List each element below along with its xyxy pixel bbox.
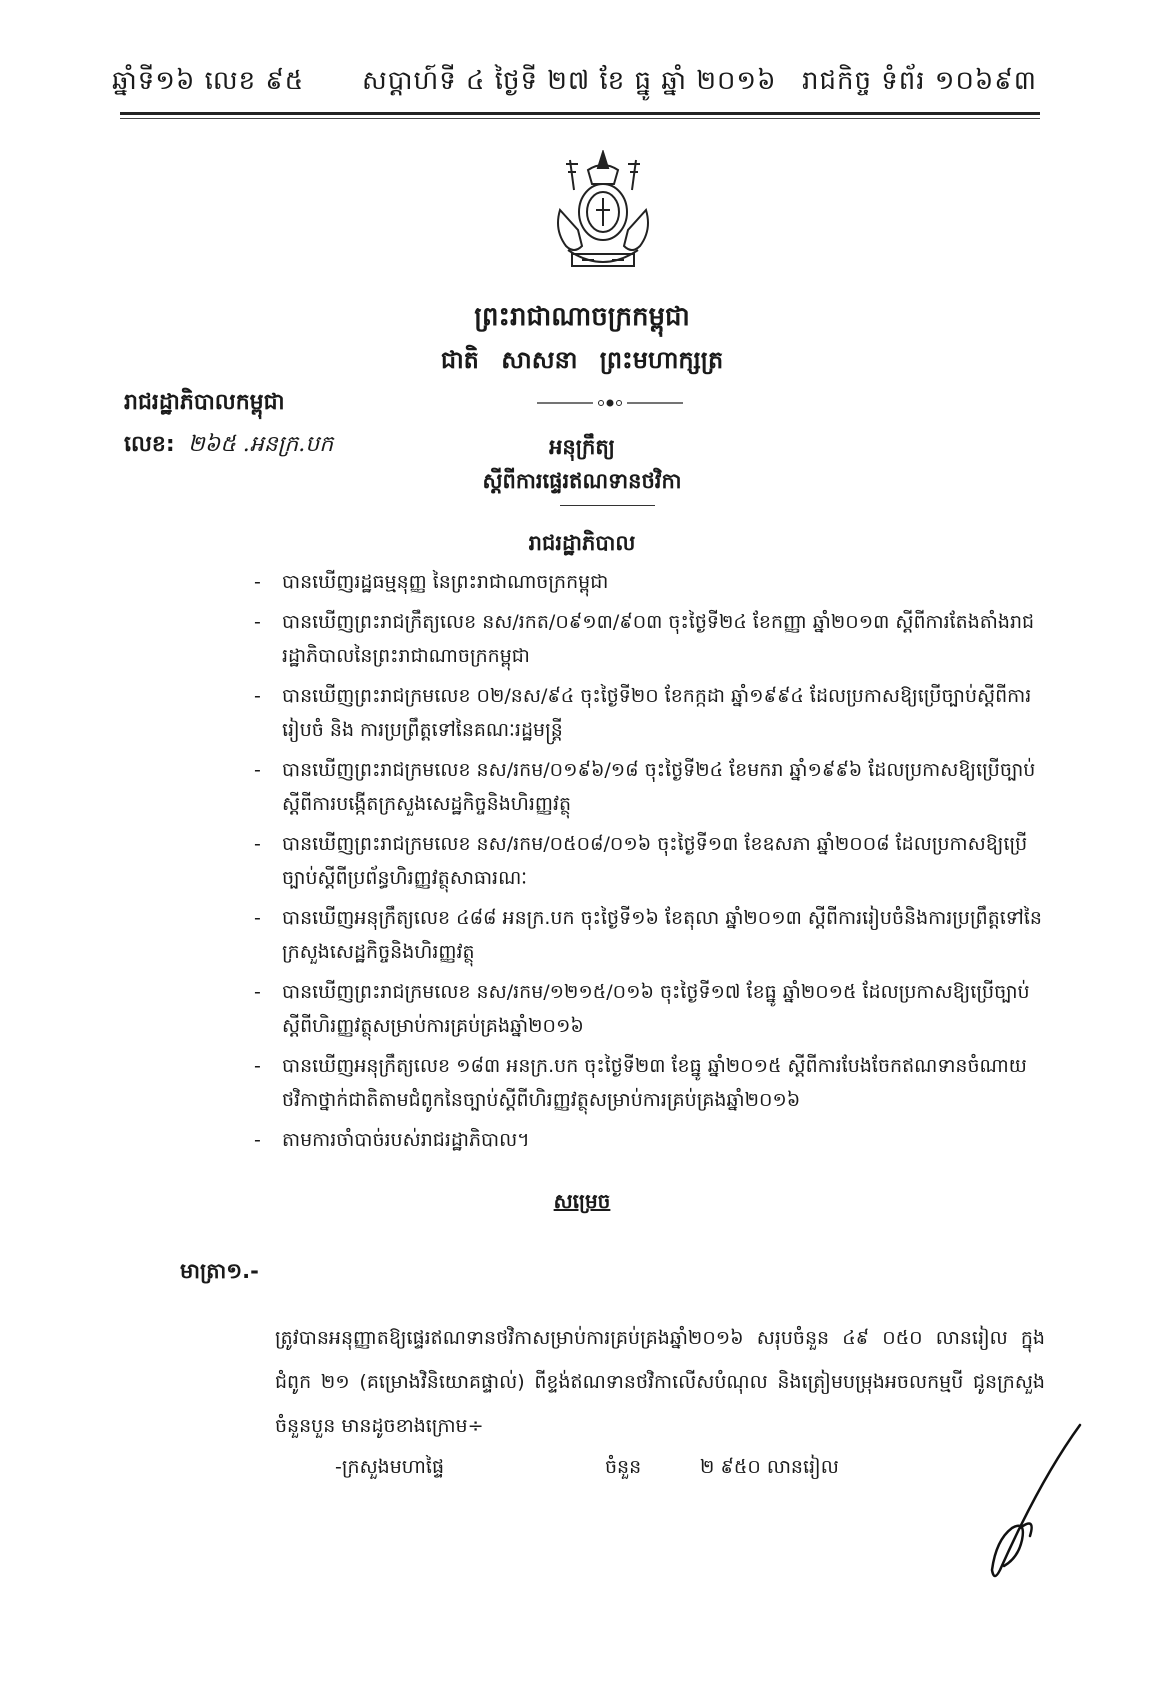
signature-initial — [960, 1420, 1090, 1590]
gazette-page: រាជកិច្ច ទំព័រ ១០៦៩៣ — [802, 66, 1037, 96]
kingdom-title: ព្រះរាជាណាចក្រកម្ពុជា — [474, 302, 690, 332]
government-heading: រាជរដ្ឋាភិបាល — [528, 531, 636, 555]
decision-heading: សម្រេច — [553, 1189, 611, 1213]
allocation-amount: ២ ៩៥០ លានរៀល — [700, 1456, 839, 1478]
royal-emblem-icon — [548, 150, 658, 280]
subject-rule — [560, 505, 655, 506]
document-number-value: ២៦៥ .អនក្រ.បក — [188, 432, 334, 457]
document-type: អនុក្រឹត្យ — [549, 435, 615, 459]
visa-item: - បានឃើញរដ្ឋធម្មនុញ្ញ នៃព្រះរាជាណាចក្រកម្ពុជា — [262, 565, 1052, 599]
visa-item: - បានឃើញព្រះរាជក្រឹត្យលេខ នស/រកត/០៩១៣/៩០៣ ចុះថ្ងៃទី២៤ ខែកញ្ញា ឆ្នាំ២០១៣ ស្តីពីការតែងតាំងរាជរដ្ឋាភិបាលនៃព្រះរាជាណាចក្រកម្ពុជា — [262, 605, 1052, 673]
visa-item: - បានឃើញអនុក្រឹត្យលេខ ៤៨៨ អនក្រ.បក ចុះថ្ងៃទី១៦ ខែតុលា ឆ្នាំ២០១៣ ស្តីពីការរៀបចំនិងការប្រព្រឹត្តទៅនៃក្រសួងសេដ្ឋកិច្ចនិងហិរញ្ញវត្ថុ — [262, 901, 1052, 969]
allocation-ministry: -ក្រសួងមហាផ្ទៃ — [335, 1456, 444, 1478]
header-rule — [120, 112, 1040, 115]
gazette-date: សប្តាហ៍ទី ៤ ថ្ងៃទី ២៧ ខែ ធ្នូ ឆ្នាំ ២០១៦ — [362, 66, 777, 96]
visa-list — [262, 565, 1052, 1163]
visa-item: - បានឃើញព្រះរាជក្រមលេខ ០២/នស/៩៤ ចុះថ្ងៃទី២០ ខែកក្កដា ឆ្នាំ១៩៩៤ ដែលប្រកាសឱ្យប្រើច្បាប់ស្តីពីការរៀបចំ និង ការប្រព្រឹត្តទៅនៃគណៈរដ្ឋមន្ត្រី — [262, 679, 1052, 747]
ornament-divider-icon — [535, 395, 685, 411]
visa-item: - បានឃើញអនុក្រឹត្យលេខ ១៨៣ អនក្រ.បក ចុះថ្ងៃទី២៣ ខែធ្នូ ឆ្នាំ២០១៥ ស្តីពីការបែងចែកឥណទានចំណាយថវិកាថ្នាក់ជាតិតាមជំពូកនៃច្បាប់ស្តីពីហិរញ្ញវត្ថុសម្រាប់ការគ្រប់គ្រងឆ្នាំ២០១៦ — [262, 1049, 1052, 1117]
document-number-label: លេខ: — [124, 432, 175, 457]
article-body: ត្រូវបានអនុញ្ញាតឱ្យផ្ទេរឥណទានថវិកាសម្រាប់ការគ្រប់គ្រងឆ្នាំ២០១៦ សរុបចំនួន ៤៩ ០៥០ លានរៀល ក្នុងជំពូក ២១ (គម្រោងវិនិយោគផ្ទាល់) ពីខ្ទង់ឥណទានថវិកាលើសបំណុល និងត្រៀមបម្រុងអចលកម្មបី ជូនក្រសួងចំនួនបួន មានដូចខាងក្រោម÷ — [275, 1327, 1045, 1437]
visa-item: - បានឃើញព្រះរាជក្រមលេខ នស/រកម/១២១៥/០១៦ ចុះថ្ងៃទី១៧ ខែធ្នូ ឆ្នាំ២០១៥ ដែលប្រកាសឱ្យប្រើច្បាប់ស្តីពីហិរញ្ញវត្ថុសម្រាប់ការគ្រប់គ្រងឆ្នាំ២០១៦ — [262, 975, 1052, 1043]
allocation-label: ចំនួន — [605, 1456, 642, 1478]
visa-item: - តាមការចាំបាច់របស់រាជរដ្ឋាភិបាល។ — [262, 1123, 1052, 1157]
gazette-year-number: ឆ្នាំទី១៦ លេខ ៩៥ — [112, 66, 305, 96]
document-subject: ស្តីពីការផ្ទេរឥណទានថវិកា — [482, 469, 682, 493]
visa-item: - បានឃើញព្រះរាជក្រមលេខ នស/រកម/០៥០៨/០១៦ ចុះថ្ងៃទី១៣ ខែឧសភា ឆ្នាំ២០០៨ ដែលប្រកាសឱ្យប្រើច្បាប់ស្តីពីប្រព័ន្ធហិរញ្ញវត្ថុសាធារណៈ — [262, 827, 1052, 895]
header-rule-thin — [120, 118, 1040, 119]
issuer-name: រាជរដ្ឋាភិបាលកម្ពុជា — [124, 390, 285, 415]
national-motto: ជាតិ សាសនា ព្រះមហាក្សត្រ — [440, 346, 724, 374]
visa-item: - បានឃើញព្រះរាជក្រមលេខ នស/រកម/០១៩៦/១៨ ចុះថ្ងៃទី២៤ ខែមករា ឆ្នាំ១៩៩៦ ដែលប្រកាសឱ្យប្រើច្បាប់ស្តីពីការបង្កើតក្រសួងសេដ្ឋកិច្ចនិងហិរញ្ញវត្ថុ — [262, 753, 1052, 821]
article-title: មាត្រា១.- — [180, 1259, 259, 1283]
